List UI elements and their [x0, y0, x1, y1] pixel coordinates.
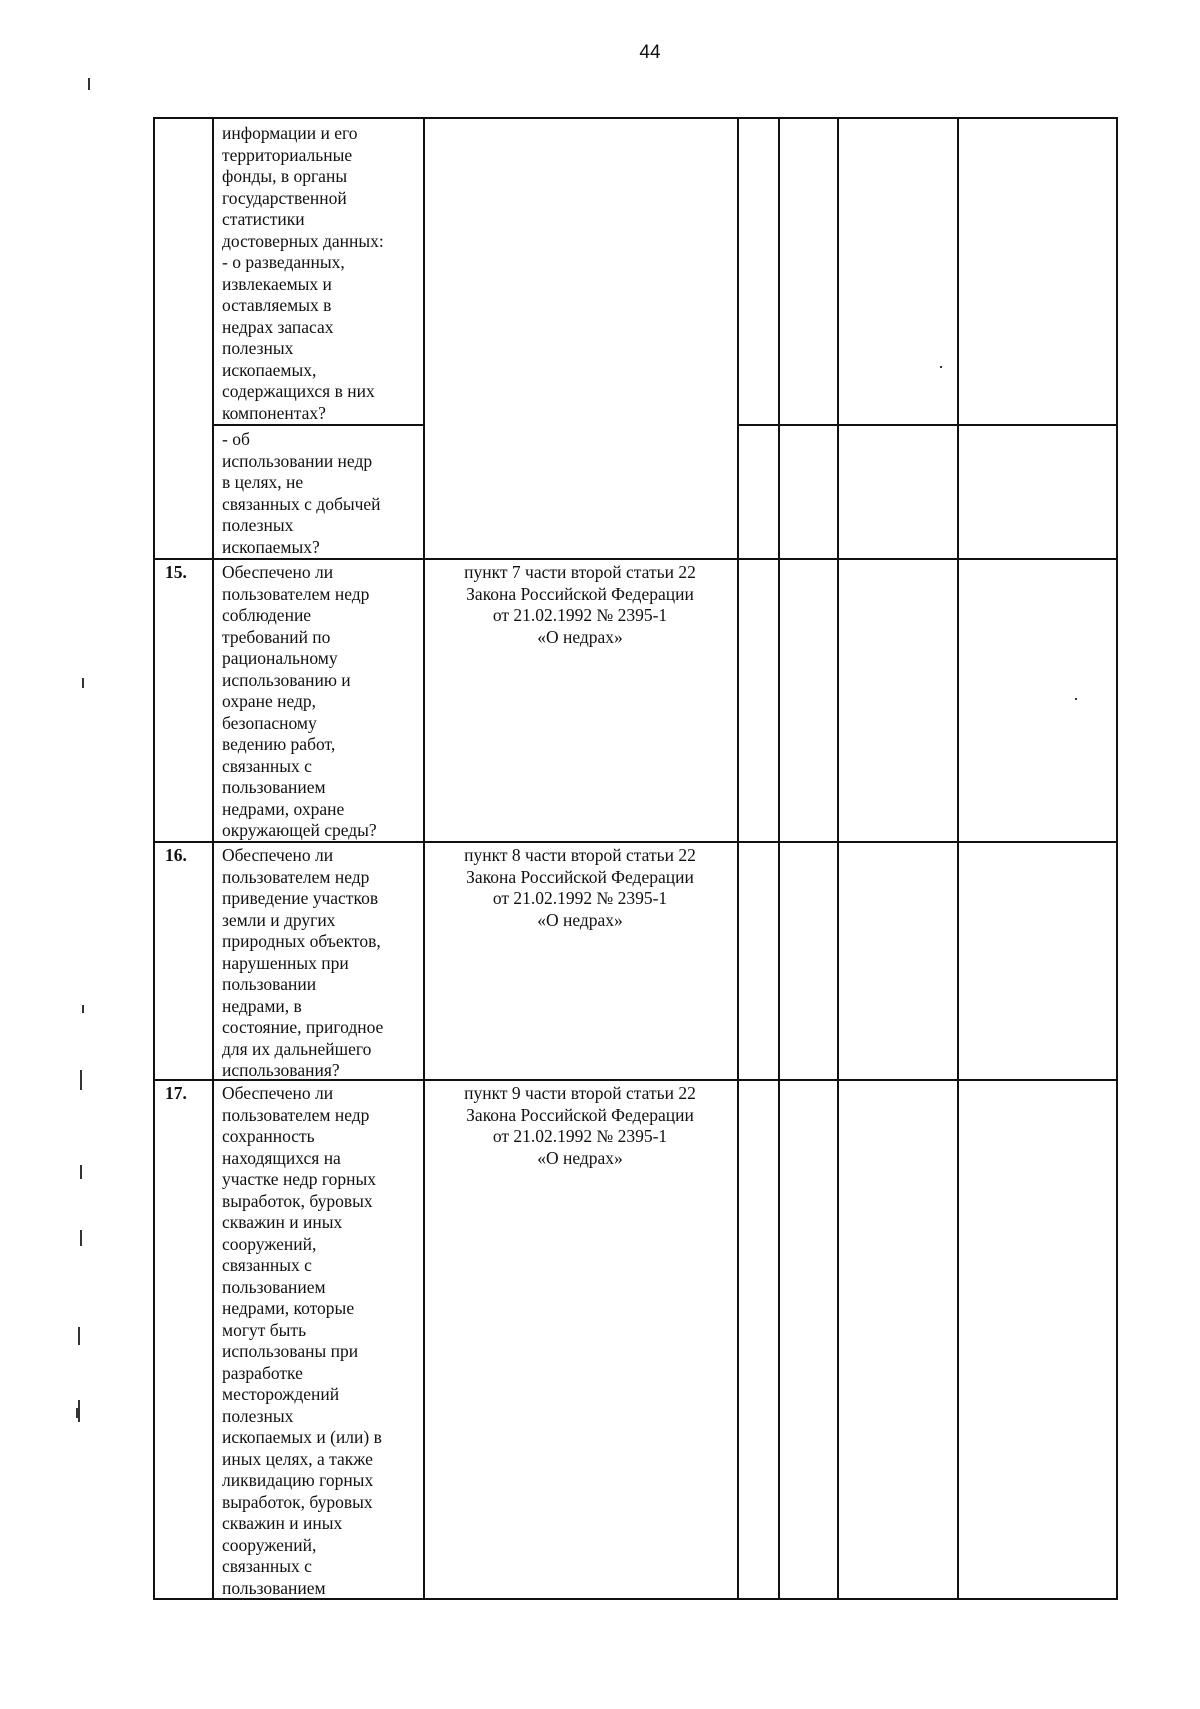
- margin-mark: [78, 1400, 80, 1422]
- question-cell: Обеспечено ли пользователем недр сохранность находящихся на участке недр горных выработок, буровых скважин и иных сооружений, связанных с пользованием недрами, которые могут быть использованы при разработке месторождений полезных ископаемых и (или) в иных целях, а также ликвидацию горных выработок, буровых скважин и иных сооружений, связанных с пользованием: [222, 1083, 382, 1598]
- page-number: 44: [639, 42, 661, 63]
- margin-mark: [82, 678, 84, 688]
- column-divider: [957, 119, 959, 1598]
- margin-mark: [80, 1165, 82, 1179]
- inspection-table: [153, 117, 1118, 1600]
- margin-mark: [78, 1327, 80, 1345]
- row-divider: [737, 424, 1118, 426]
- row-divider: [212, 424, 423, 426]
- column-divider: [837, 119, 839, 1598]
- row-number: 17.: [165, 1083, 187, 1103]
- question-cell: Обеспечено ли пользователем недр приведение участков земли и других природных объектов, нарушенных при пользовании недрами, в состояние, пригодное для их дальнейшего использования?: [222, 845, 384, 1080]
- legal-reference-cell: пункт 8 части второй статьи 22 Закона Российской Федерации от 21.02.1992 № 2395-1 «О недрах»: [464, 845, 696, 930]
- row-number: 16.: [165, 845, 187, 865]
- margin-mark: [80, 1230, 82, 1246]
- legal-reference-cell: пункт 7 части второй статьи 22 Закона Российской Федерации от 21.02.1992 № 2395-1 «О недрах»: [464, 562, 696, 647]
- question-cell: информации и его территориальные фонды, в органы государственной статистики достоверных данных: - о разведанных, извлекаемых и оставляемых в недрах запасах полезных ископаемых, содержащихся в них компонентах?: [222, 123, 384, 423]
- margin-mark: [80, 1070, 82, 1090]
- margin-mark: [82, 1005, 84, 1013]
- column-divider: [778, 119, 780, 1598]
- margin-mark: [76, 1408, 78, 1418]
- question-cell: Обеспечено ли пользователем недр соблюдение требований по рациональному использованию и охране недр, безопасному ведению работ, связанных с пользованием недрами, охране окружающей среды?: [222, 562, 377, 840]
- column-divider: [737, 119, 739, 1598]
- row-divider: [155, 558, 1118, 560]
- margin-mark: [88, 78, 90, 90]
- legal-reference-cell: пункт 9 части второй статьи 22 Закона Российской Федерации от 21.02.1992 № 2395-1 «О недрах»: [464, 1083, 696, 1168]
- row-number: 15.: [165, 562, 187, 582]
- column-divider: [212, 119, 214, 1598]
- question-cell: - об использовании недр в целях, не связанных с добычей полезных ископаемых?: [222, 429, 381, 557]
